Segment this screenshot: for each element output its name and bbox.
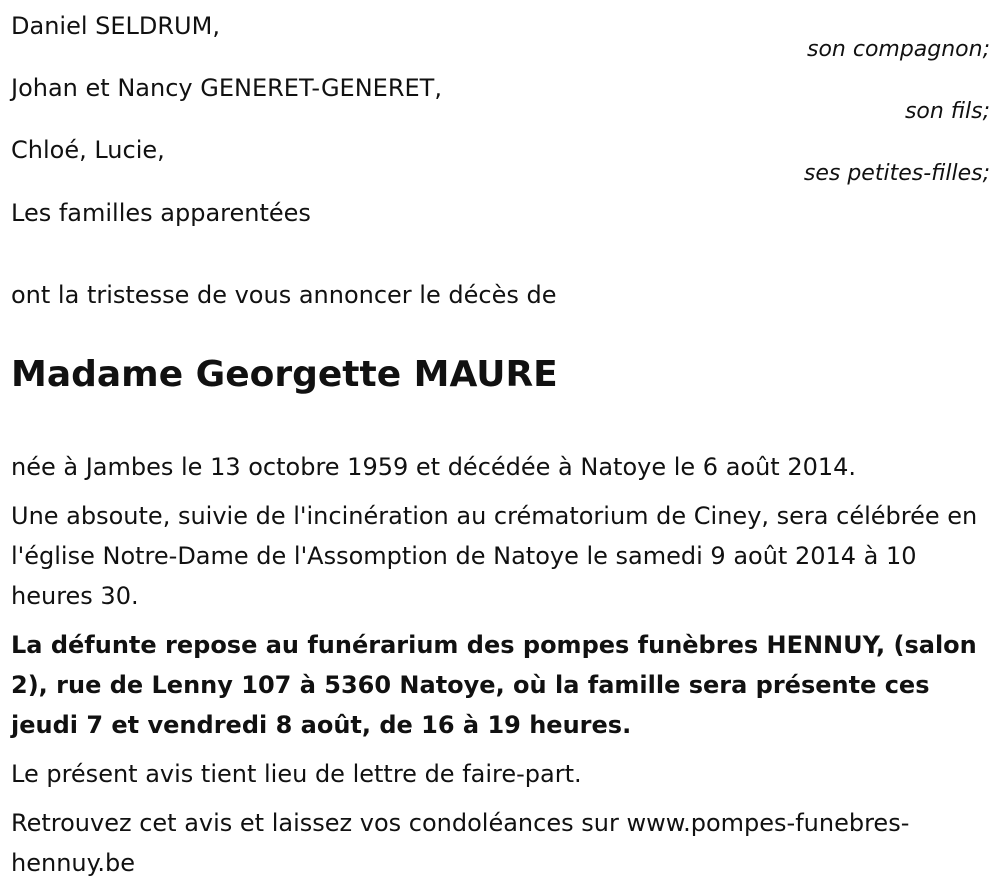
family-member-relation: son fils; bbox=[904, 99, 990, 124]
announcement-intro: ont la tristesse de vous annoncer le décès de bbox=[11, 281, 557, 309]
condolences-paragraph: Retrouvez cet avis et laissez vos condoléances sur www.pompes-funebres-hennuy.be bbox=[11, 809, 910, 877]
family-member-name: Johan et Nancy GENERET-GENERET, bbox=[11, 74, 442, 102]
family-member-name: Daniel SELDRUM, bbox=[11, 12, 220, 40]
ceremony-paragraph: Une absoute, suivie de l'incinération au crématorium de Ciney, sera célébrée en l'église Notre-Dame de l'Assomption de Natoye le samedi 9 août 2014 à 10 heures 30. bbox=[11, 502, 978, 610]
faire-part-paragraph: Le présent avis tient lieu de lettre de faire-part. bbox=[11, 760, 582, 788]
family-line-granddaughters bbox=[11, 124, 990, 186]
notice-body bbox=[11, 447, 990, 892]
family-member-name: Chloé, Lucie, bbox=[11, 136, 165, 164]
family-line-companion bbox=[11, 0, 990, 62]
funerarium-paragraph: La défunte repose au funérarium des pompes funèbres HENNUY, (salon 2), rue de Lenny 107 à 5360 Natoye, où la famille sera présente ces jeudi 7 et vendredi 8 août, de 16 à 19 heures. bbox=[11, 631, 977, 739]
birth-death-paragraph: née à Jambes le 13 octobre 1959 et décédée à Natoye le 6 août 2014. bbox=[11, 453, 857, 481]
family-line-son bbox=[11, 62, 990, 124]
deceased-name: Madame Georgette MAURE bbox=[11, 354, 558, 395]
family-member-relation: ses petites-filles; bbox=[803, 161, 990, 186]
family-member-relation: son compagnon; bbox=[806, 37, 990, 62]
death-notice bbox=[11, 0, 990, 877]
related-families: Les familles apparentées bbox=[11, 199, 311, 227]
